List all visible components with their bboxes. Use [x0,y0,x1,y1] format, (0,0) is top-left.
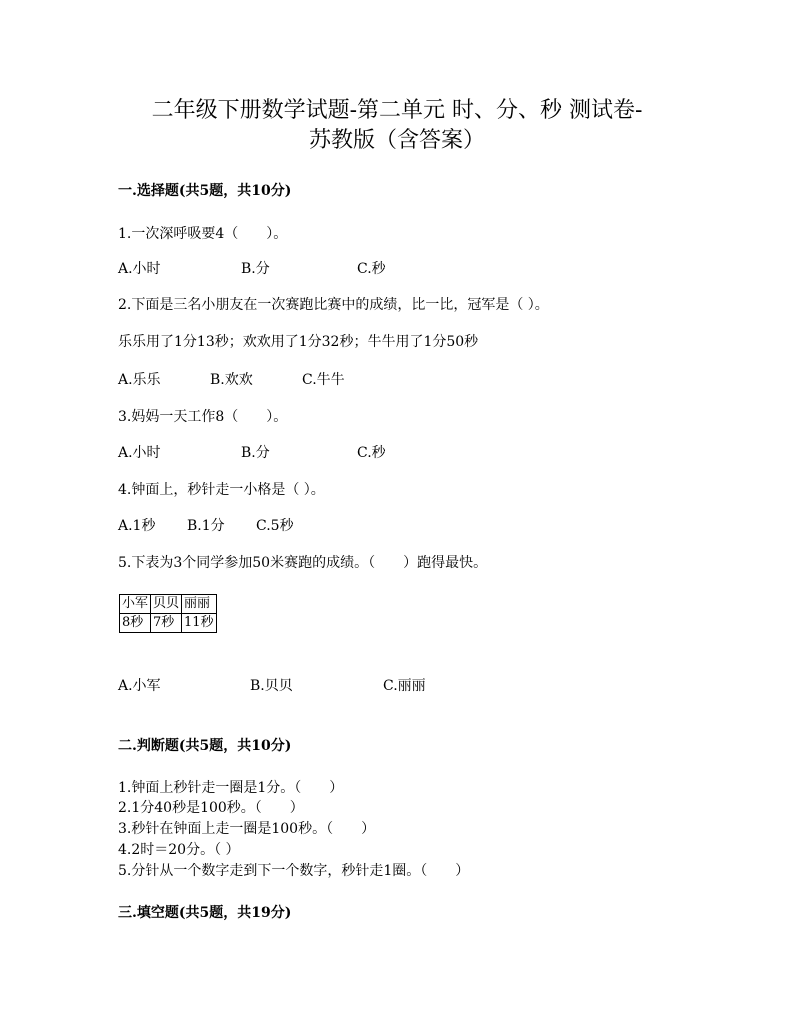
question-3-option-b: B.分 [241,445,270,461]
judge-item-3: 3.秒针在钟面上走一圈是100秒。（ ） [118,821,376,837]
question-1-option-a: A.小时 [118,261,161,277]
question-3-option-c: C.秒 [357,445,386,461]
question-3-option-a: A.小时 [118,445,161,461]
section-heading-fill: 三.填空题(共5题，共19分) [118,905,292,921]
table-header-cell: 丽丽 [182,595,217,614]
table-cell: 11秒 [182,614,217,633]
section-heading-judge: 二.判断题(共5题，共10分) [118,738,292,754]
question-5-option-a: A.小军 [118,678,161,694]
question-2-option-b: B.欢欢 [210,372,253,388]
table-cell: 7秒 [151,614,182,633]
page-title-line-2: 苏教版（含答案） [308,128,485,153]
question-2: 2.下面是三名小朋友在一次赛跑比赛中的成绩，比一比，冠军是（ ）。 [118,297,549,313]
table-cell: 8秒 [120,614,151,633]
question-2-option-c: C.牛牛 [302,372,345,388]
question-1: 1.一次深呼吸要4（ ）。 [118,226,288,242]
table-header-cell: 贝贝 [151,595,182,614]
table-row [120,614,217,633]
question-1-option-b: B.分 [241,261,270,277]
table-header-cell: 小军 [120,595,151,614]
race-results-table [119,594,217,633]
question-4-option-b: B.1分 [187,518,225,534]
question-2-option-a: A.乐乐 [118,372,161,388]
question-5: 5.下表为3个同学参加50米赛跑的成绩。（ ）跑得最快。 [118,555,488,571]
question-1-option-c: C.秒 [357,261,386,277]
question-5-option-c: C.丽丽 [383,678,426,694]
question-2-detail: 乐乐用了1分13秒；欢欢用了1分32秒；牛牛用了1分50秒 [118,334,479,350]
question-4-option-a: A.1秒 [118,518,156,534]
judge-item-2: 2.1分40秒是100秒。（ ） [118,800,304,816]
question-3: 3.妈妈一天工作8（ ）。 [118,409,288,425]
question-4: 4.钟面上，秒针走一小格是（ ）。 [118,482,325,498]
judge-item-1: 1.钟面上秒针走一圈是1分。（ ） [118,780,344,796]
judge-item-5: 5.分针从一个数字走到下一个数字，秒针走1圈。（ ） [118,863,470,879]
section-heading-choice: 一.选择题(共5题，共10分) [118,183,292,199]
table-row [120,595,217,614]
page-title-line-1: 二年级下册数学试题-第二单元 时、分、秒 测试卷- [151,98,643,123]
question-5-option-b: B.贝贝 [250,678,293,694]
question-4-option-c: C.5秒 [256,518,294,534]
judge-item-4: 4.2时＝20分。（ ） [118,842,240,858]
